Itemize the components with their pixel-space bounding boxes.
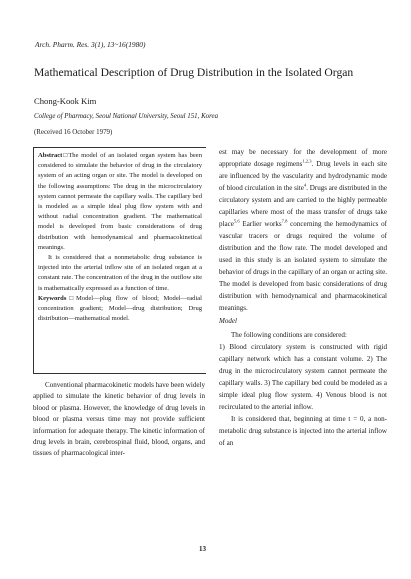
right-paragraph-1 [219,146,387,314]
abstract-text-1: The model of an isolated organ system has been considered to simulate the behavior of drug in the circulatory system of an acting organ or site. The model is developed on the following assumptions: The drug in the microcirculatory system cannot permeate the capillary walls. The capillary bed is modeled as a simple ideal plug flow system with and without radial concentration gradient. The mathematical model is developed from basic considerations of drug distribution with hemodynamical and pharmacokinetical meanings. [38,152,202,251]
abstract-paragraph-1 [38,151,202,253]
left-column [33,380,205,460]
right-column [219,146,387,449]
right-text-a: est may be necessary for the development of more appropriate dosage regimens [219,148,387,168]
author-affiliation: College of Pharmacy, Seoul National University, Seoul 151, Korea [34,113,219,120]
right-text-c: . Drugs are distributed in the circulatory system and are carried to the highly permeable capillaries where most of the mass transfer of drugs take place [219,184,387,228]
right-text-b: . Drug levels in each site are influenced by the vascularity and hydrodynamic mode of blood circulation in the site [219,160,387,192]
right-paragraph-4: It is considered that, beginning at time t = 0, a non-metabolic drug substance is injected into the arterial inflow of an [219,415,387,447]
citation-sup-2: 4 [303,182,307,188]
citation-sup-3: 5,6 [233,218,240,224]
citation-sup-4: 7,8 [281,218,288,224]
abstract-label: Abstract□ [38,152,69,159]
author-name: Chong-Kook Kim [34,96,97,106]
journal-citation: Arch. Pharm. Res. 3(1), 13~16(1980) [35,40,146,49]
paper-title: Mathematical Description of Drug Distribution in the Isolated Organ [34,66,354,79]
right-paragraph-2: The following conditions are considered: [231,331,347,339]
abstract-paragraph-2: It is considered that a nonmetabolic drug substance is injected into the arterial inflow site of an isolated organ at a constant rate. The concentration of the drug in the outflow site is mathematically expressed as a function of time. [38,254,202,292]
citation-sup-1: 1,2,3 [302,158,312,164]
keywords-paragraph [38,294,202,325]
right-text-e: concerning the hemodynamics of vascular tracers or drugs required the volume of distribution and the flow rate. The model developed and used in this study is an isolated system to simulate the behavior of drugs in the capillary of an organ or acting site. The model is developed from basic considerations of drug distribution with hemodynamical and pharmacokinetical meanings. [219,220,388,312]
keywords-text: Model—plug flow of blood; Model—radial concentration gradient; Model—drug distribution; Drug distribution—mathematical model. [38,294,202,323]
abstract-box [33,147,206,374]
keywords-label: Keywords□ [38,294,77,302]
right-text-d: Earlier works [239,220,282,228]
intro-paragraph: Conventional pharmacokinetic models have been widely applied to simulate the kinetic behavior of drug levels in blood or plasma. However, the knowledge of drug levels in blood or plasma versus time may not provide sufficient information for adequate therapy. The kinetic information of drug levels in brain, cerebrospinal fluid, blood, organs, and tissues of pharmacological inter- [33,381,205,458]
page-number: 13 [199,545,206,553]
section-heading-model: Model [219,317,238,325]
right-paragraph-3: 1) Blood circulatory system is constructed with rigid capillary network which has a constant volume. 2) The drug in the microcirculatory system cannot permeate the capillary walls. 3) The capillary bed could be modeled as a simple ideal plug flow system. 4) Venous blood is not recirculated to the arterial inflow. [219,343,387,411]
received-date: (Received 16 October 1979) [34,129,113,136]
